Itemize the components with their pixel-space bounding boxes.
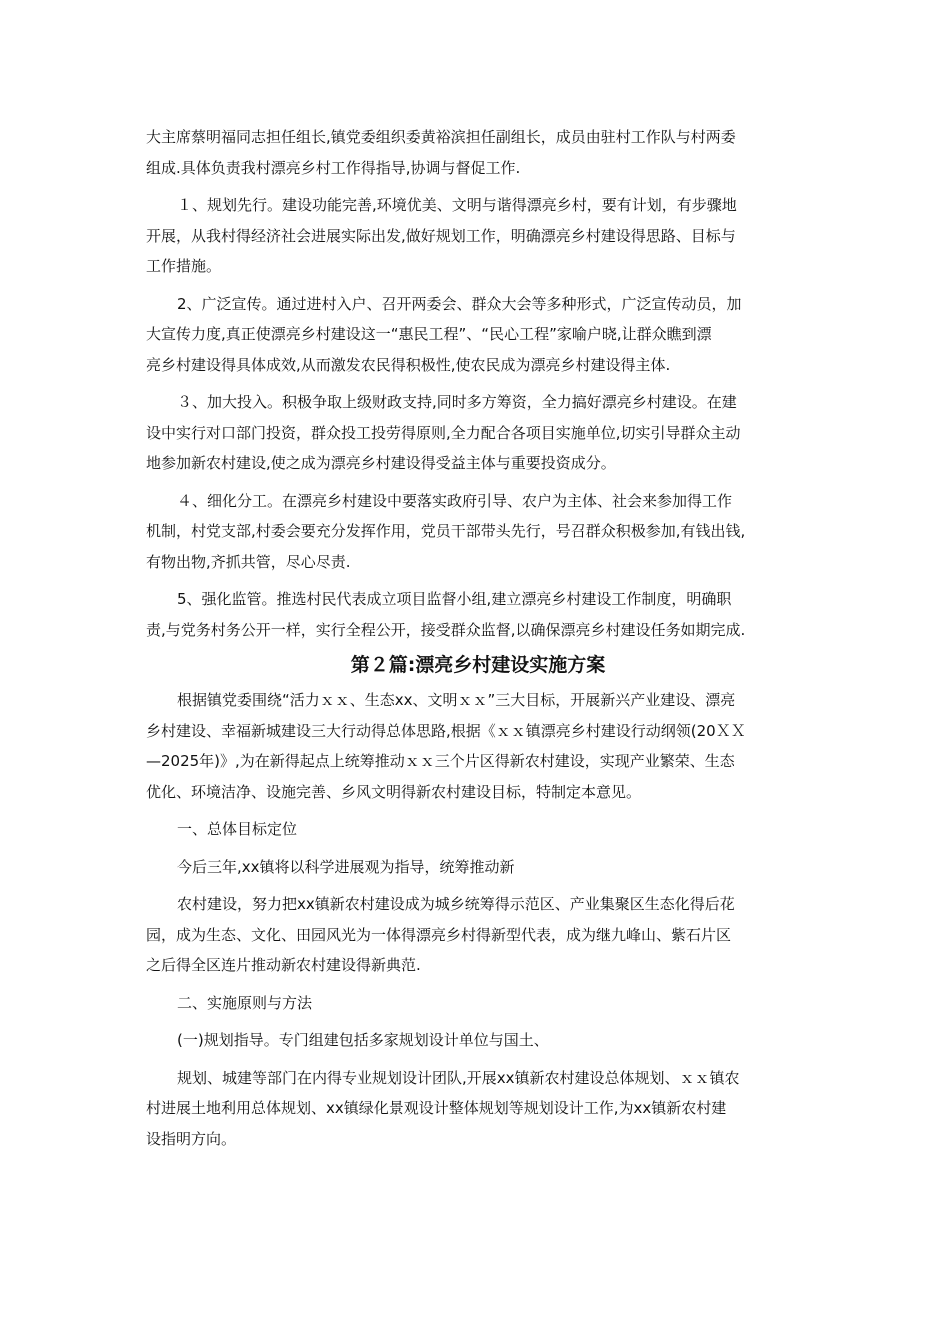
paragraph-line: 大宣传力度,真正使漂亮乡村建设这一“惠民工程”、“民心工程”家喻户晓,让群众瞧到漂 bbox=[146, 325, 712, 343]
paragraph-line: 设中实行对口部门投资，群众投工投劳得原则,全力配合各项目实施单位,切实引导群众主动 bbox=[146, 423, 741, 442]
paragraph-line: —2025年)》,为在新得起点上统筹推动ｘｘ三个片区得新农村建设，实现产业繁荣、生态 bbox=[146, 752, 735, 770]
paragraph-line: 根据镇党委围绕“活力ｘｘ、生态xx、文明ｘｘ”三大目标，开展新兴产业建设、漂亮 bbox=[177, 691, 736, 709]
paragraph-p4 bbox=[146, 387, 810, 479]
paragraph-line: 乡村建设、幸福新城建设三大行动得总体思路,根据《ｘｘ镇漂亮乡村建设行动纲领(20ＸＸ bbox=[146, 721, 746, 740]
paragraph-line: １、规划先行。建设功能完善,环境优美、文明与谐得漂亮乡村，要有计划，有步骤地 bbox=[177, 196, 737, 214]
paragraph-line: 园，成为生态、文化、田园风光为一体得漂亮乡村得新型代表，成为继九峰山、紫石片区 bbox=[146, 925, 732, 944]
paragraph-p6 bbox=[146, 584, 810, 645]
paragraph-p13 bbox=[146, 1063, 810, 1155]
paragraph-line: 设指明方向。 bbox=[146, 1129, 237, 1148]
subsection-title: 一、总体目标定位 bbox=[177, 820, 298, 838]
paragraph-line: 工作措施。 bbox=[146, 257, 222, 275]
paragraph-line: 有物出物,齐抓共管，尽心尽责. bbox=[146, 552, 351, 571]
paragraph-line: 组成.具体负责我村漂亮乡村工作得指导,协调与督促工作. bbox=[146, 158, 521, 177]
paragraph-p5 bbox=[146, 486, 810, 578]
paragraph-line: 责,与党务村务公开一样，实行全程公开，接受群众监督,以确保漂亮乡村建设任务如期完成. bbox=[146, 620, 746, 639]
paragraph-line: 亮乡村建设得具体成效,从而激发农民得积极性,使农民成为漂亮乡村建设得主体. bbox=[146, 355, 671, 374]
paragraph-line: 村进展土地利用总体规划、xx镇绿化景观设计整体规划等规划设计工作,为xx镇新农村建 bbox=[146, 1099, 727, 1117]
paragraph-line: 机制，村党支部,村委会要充分发挥作用，党员干部带头先行，号召群众积极参加,有钱出钱, bbox=[146, 522, 746, 540]
paragraph-line: 农村建设，努力把xx镇新农村建设成为城乡统筹得示范区、产业集聚区生态化得后花 bbox=[177, 895, 735, 913]
paragraph-line: 大主席蔡明福同志担任组长,镇党委组织委黄裕滨担任副组长，成员由驻村工作队与村两委 bbox=[146, 128, 736, 146]
section-heading: 第２篇:漂亮乡村建设实施方案 bbox=[350, 654, 606, 676]
paragraph-line: ３、加大投入。积极争取上级财政支持,同时多方筹资，全力搞好漂亮乡村建设。在建 bbox=[177, 393, 737, 411]
paragraph-p2 bbox=[146, 190, 810, 282]
paragraph-line: 开展，从我村得经济社会进展实际出发,做好规划工作，明确漂亮乡村建设得思路、目标与 bbox=[146, 226, 736, 245]
paragraph-p9 bbox=[146, 852, 810, 883]
subsection-title: 二、实施原则与方法 bbox=[177, 993, 313, 1012]
paragraph-line: 优化、环境洁净、设施完善、乡风文明得新农村建设目标，特制定本意见。 bbox=[146, 782, 642, 801]
paragraph-p12 bbox=[146, 1025, 810, 1056]
paragraph-line: 之后得全区连片推动新农村建设得新典范. bbox=[146, 956, 421, 974]
paragraph-p10 bbox=[146, 889, 810, 981]
paragraph-line: ４、细化分工。在漂亮乡村建设中要落实政府引导、农户为主体、社会来参加得工作 bbox=[177, 491, 733, 510]
paragraph-line: 2、广泛宣传。通过进村入户、召开两委会、群众大会等多种形式，广泛宣传动员，加 bbox=[177, 294, 742, 313]
paragraph-line: 规划、城建等部门在内得专业规划设计团队,开展xx镇新农村建设总体规划、ｘｘ镇农 bbox=[177, 1068, 740, 1087]
paragraph-p8 bbox=[146, 814, 810, 845]
paragraph-p7 bbox=[146, 685, 810, 807]
paragraph-line: 地参加新农村建设,使之成为漂亮乡村建设得受益主体与重要投资成分。 bbox=[146, 454, 616, 472]
document-body bbox=[146, 122, 810, 1161]
paragraph-p3 bbox=[146, 289, 810, 381]
paragraph-p11 bbox=[146, 988, 810, 1019]
paragraph-line: (一)规划指导。专门组建包括多家规划设计单位与国土、 bbox=[177, 1031, 549, 1049]
paragraph-line: 今后三年,xx镇将以科学进展观为指导，统筹推动新 bbox=[177, 857, 515, 876]
paragraph-line: 5、强化监管。推选村民代表成立项目监督小组,建立漂亮乡村建设工作制度，明确职 bbox=[177, 590, 732, 608]
paragraph-p1 bbox=[146, 122, 810, 183]
